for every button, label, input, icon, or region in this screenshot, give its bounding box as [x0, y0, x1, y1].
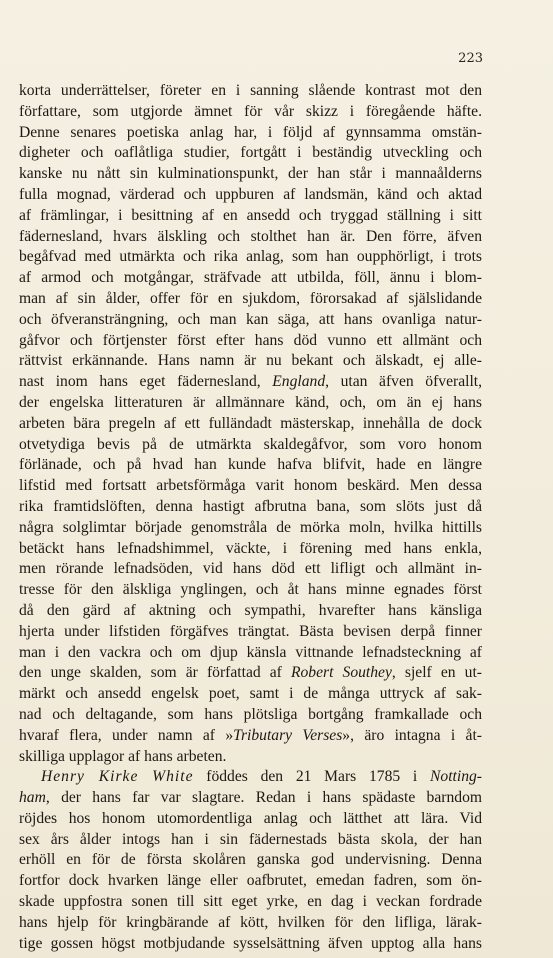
text-segment: fortfor dock hvarken länge eller oafbrutet, emedan fadren, som ön-	[19, 872, 482, 890]
text-segment: Tributary Verses	[233, 726, 343, 744]
text-segment: sex års ålder intogs han i sin fädernestads bästa skola, der han	[19, 830, 482, 848]
text-line	[19, 164, 482, 185]
text-segment: , sjelf en ut-	[391, 664, 482, 682]
text-segment: ham	[19, 789, 46, 807]
text-segment: förlänade, och på hvad han kunde hafva blifvit, hade en längre	[19, 456, 482, 474]
text-segment: föddes den 21 Mars 1785 i	[193, 768, 431, 786]
text-segment: Robert Southey	[290, 664, 392, 682]
text-segment: hvaraf flera, under namn af »	[19, 726, 234, 744]
text-line	[19, 435, 482, 456]
text-line	[19, 934, 482, 955]
text-segment: af armod och motgångar, sträfvade att utbilda, föll, ännu i blom-	[19, 269, 482, 287]
text-line	[19, 310, 482, 331]
text-segment: korta underrättelser, företer en i sanning slående kontrast mot den	[19, 82, 482, 99]
text-segment: fulla mognad, värderad och uppburen af landsmän, känd och aktad	[19, 185, 482, 203]
text-segment: lifstid med fortsatt arbetsförmåga varit honom beskärd. Men dessa	[19, 477, 482, 495]
text-segment: hans hjelp för kringbärande af kött, hvilken för den lifliga, lärak-	[19, 913, 482, 931]
text-segment: der engelska litteraturen är allmännare känd, och, om än ej hans	[19, 393, 482, 411]
text-line	[19, 747, 482, 768]
text-line	[19, 663, 482, 684]
text-segment: fädernesland, hvars älskling och stolthet han är. Den förre, äfven	[19, 227, 482, 245]
text-segment: af främlingar, i besittning af en ansedd och tryggad ställning i sitt	[19, 206, 482, 224]
text-segment: arbeten bära pregeln af ett fulländadt mästerskap, innehålla de dock	[19, 414, 482, 432]
text-line	[19, 871, 482, 892]
body-text	[19, 81, 482, 954]
text-line	[19, 185, 482, 206]
text-line	[19, 539, 482, 560]
text-segment: skade uppfostra sonen till sitt eget yrke, en dag i veckan fordrade	[19, 893, 482, 911]
text-segment: och öfveransträngning, och man kan säga, att hans ovanliga natur-	[19, 310, 482, 328]
text-segment: hjerta under lifstiden förgäfves trängtat. Bästa bevisen derpå finner	[19, 622, 482, 640]
text-line	[19, 643, 482, 664]
text-segment: författare, som utgjorde ämnet för vår skizz i föregående häfte.	[19, 102, 482, 120]
text-line	[19, 850, 482, 871]
text-segment: , der hans far var slagtare. Redan i hans spädaste barndom	[45, 789, 482, 807]
text-line	[19, 767, 482, 788]
text-segment: nast inom hans eget fädernesland,	[19, 373, 273, 391]
text-segment: Denne senares poetiska anlag har, i följd af gynnsamma omstän-	[19, 123, 482, 141]
text-line	[19, 684, 482, 705]
text-line	[19, 331, 482, 352]
text-segment: betäckt hans lefnadshimmel, väckte, i förening med hans enkla,	[19, 539, 482, 557]
text-line	[19, 518, 482, 539]
text-line	[19, 393, 482, 414]
text-line	[19, 830, 482, 851]
text-line	[19, 455, 482, 476]
text-segment: några solglimtar började genomstråla de mörka moln, hvilka hittills	[19, 518, 482, 536]
text-line	[19, 143, 482, 164]
text-line	[19, 414, 482, 435]
text-segment: röjdes hos honom utomordentliga anlag och lätthet att lära. Vid	[19, 809, 482, 827]
text-line	[19, 622, 482, 643]
text-line	[19, 913, 482, 934]
text-segment: otvetydiga bevis på de utmärkta skaldegåfvor, som voro honom	[19, 435, 482, 453]
text-line	[19, 351, 482, 372]
text-line	[19, 123, 482, 144]
text-segment: England	[272, 373, 326, 391]
text-segment: tresse för den älskliga ynglingen, och åt hans minne egnades först	[19, 581, 482, 599]
text-line	[19, 497, 482, 518]
text-segment: märkt och ansedd engelsk poet, samt i de många uttryck af sak-	[19, 685, 482, 703]
text-segment: digheter och oaflåtliga studier, fortgått i beständig utveckling och	[19, 144, 482, 162]
text-segment: Henry Kirke White	[41, 768, 194, 786]
text-line	[19, 372, 482, 393]
text-segment: man i den vackra och om djup känsla vittnande lefnadsteckning af	[19, 643, 482, 661]
text-segment: tige gossen högst motbjudande sysselsättning äfven upptog alla hans	[19, 934, 482, 952]
text-segment: men rörande lefnadsöden, vid hans död ett lifligt och allmänt in-	[19, 560, 482, 578]
text-segment: gåfvor och förtjenster först efter hans död vunno ett allmänt och	[19, 331, 482, 349]
text-segment: man af sin ålder, offer för en sjukdom, förorsakad af själslidande	[19, 289, 482, 307]
text-line	[19, 247, 482, 268]
text-segment: begåfvad med utmärkta och rika anlag, som han oupphörligt, i trots	[19, 248, 482, 266]
text-line	[19, 102, 482, 123]
text-line	[19, 809, 482, 830]
text-line	[19, 206, 482, 227]
text-line	[19, 601, 482, 622]
text-segment: rika framtidslöften, denna hastigt afbrutna bana, som slöts just då	[19, 497, 482, 515]
text-segment: rättvist erkännande. Hans namn är nu bekant och älskadt, ej alle-	[19, 352, 482, 370]
text-line	[19, 476, 482, 497]
text-line	[19, 788, 482, 809]
text-line	[19, 726, 482, 747]
text-line	[19, 892, 482, 913]
text-segment: , utan äfven öfverallt,	[325, 373, 482, 391]
text-line	[19, 227, 482, 248]
text-line	[19, 81, 482, 102]
text-line	[19, 559, 482, 580]
text-segment: Notting-	[430, 768, 482, 786]
page-number: 223	[458, 51, 483, 66]
text-line	[19, 705, 482, 726]
text-segment: skilliga upplagor af hans arbeten.	[19, 747, 227, 765]
text-segment: då den gärd af aktning och sympathi, hvarefter hans känsliga	[19, 601, 482, 619]
text-segment: erhöll en för de första skolåren ganska god undervisning. Denna	[19, 851, 482, 869]
text-line	[19, 289, 482, 310]
text-segment: », äro intagna i åt-	[342, 726, 482, 744]
text-segment: kanske nu nått sin kulminationspunkt, der han står i mannaålderns	[19, 165, 482, 183]
text-line	[19, 268, 482, 289]
text-segment: den unge skalden, som är författad af	[19, 664, 291, 682]
text-segment: nad och deltagande, som hans plötsliga bortgång framkallade och	[19, 705, 482, 723]
text-line	[19, 580, 482, 601]
